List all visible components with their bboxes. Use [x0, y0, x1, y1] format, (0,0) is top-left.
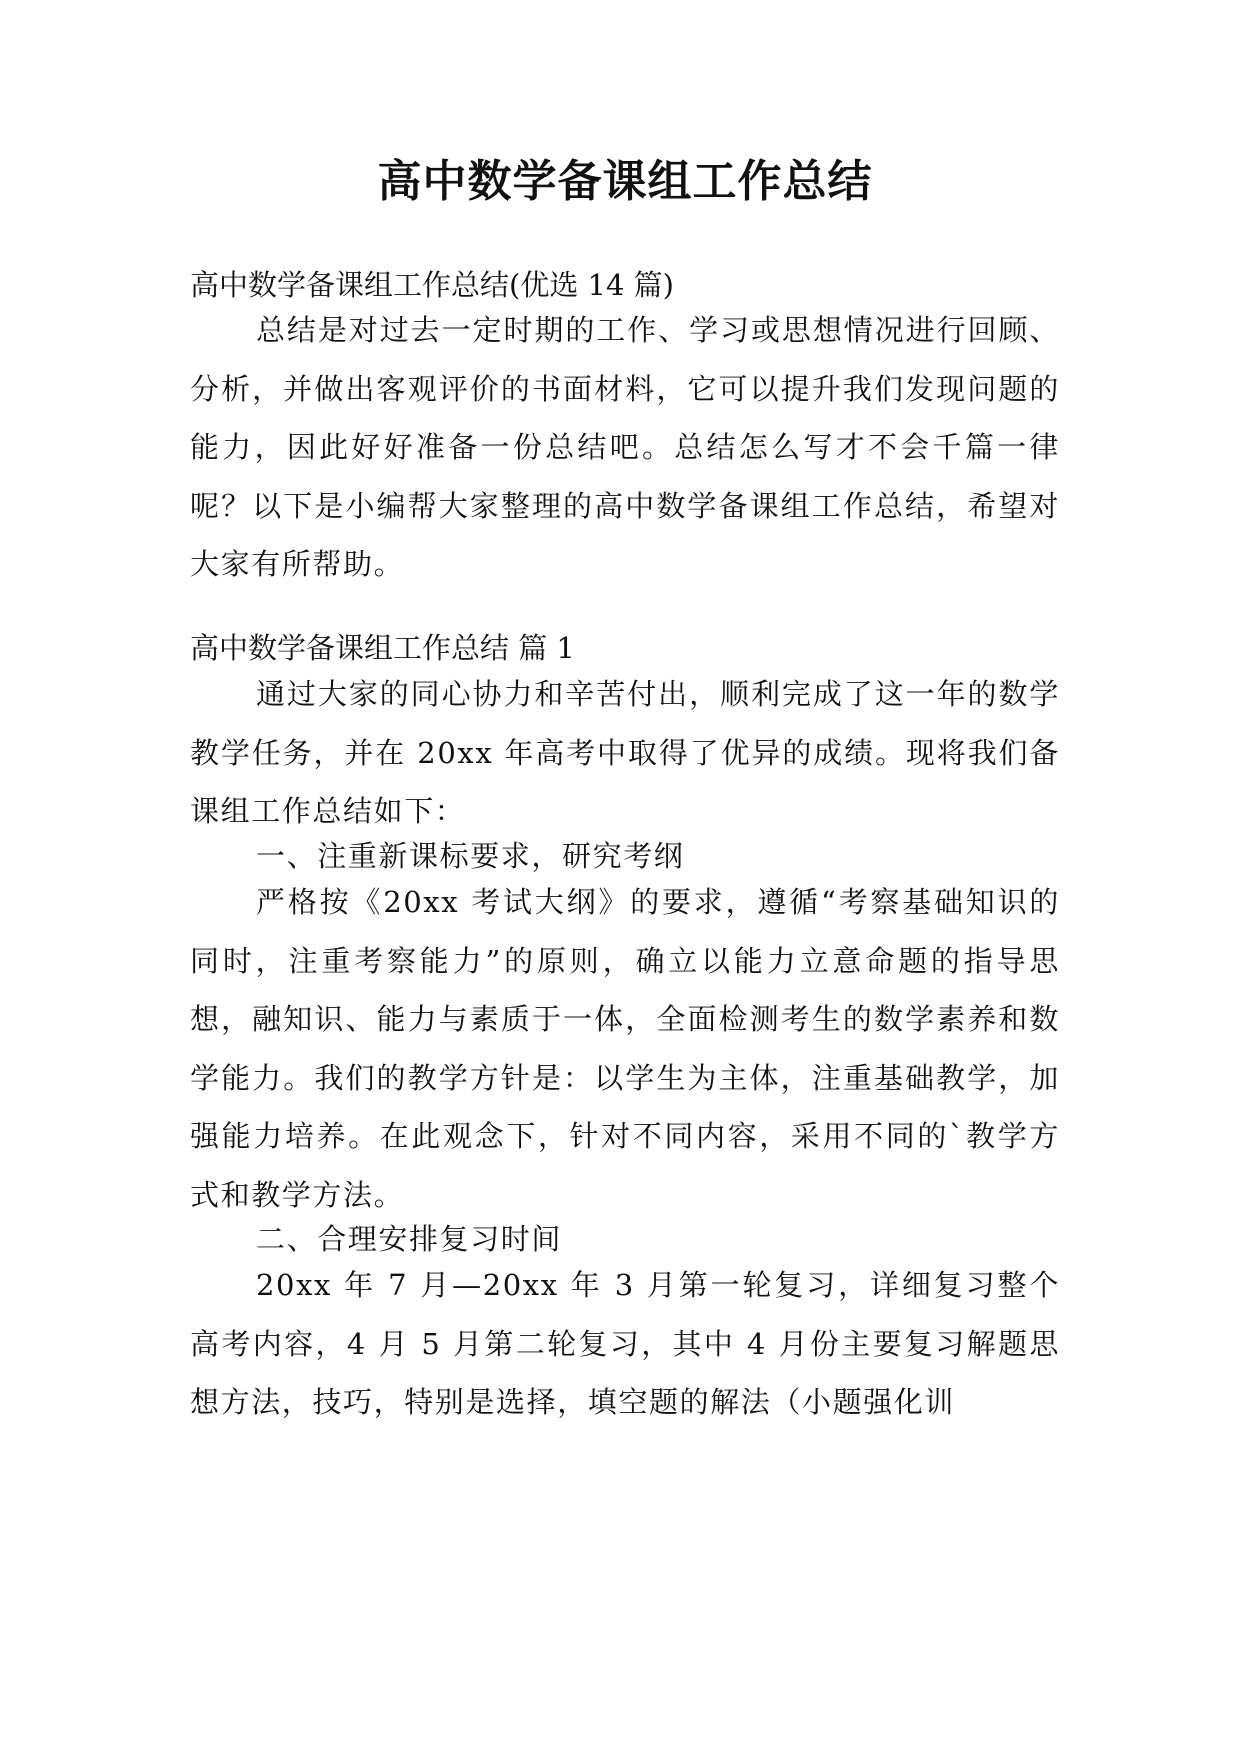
document-title: 高中数学备课组工作总结 — [377, 156, 873, 207]
article-intro-paragraph: 通过大家的同心协力和辛苦付出，顺利完成了这一年的数学教学任务，并在 20xx 年高考中取得了优异的成绩。现将我们备课组工作总结如下： — [190, 677, 1060, 828]
section-1-paragraph: 严格按《20xx 考试大纲》的要求，遵循“考察基础知识的同时，注重考察能力”的原则，确立以能力立意命题的指导思想，融知识、能力与素质于一体，全面检测考生的数学素养和数学能力。我们的教学方针是：以学生为主体，注重基础教学，加强能力培养。在此观念下，针对不同内容，采用不同的`教学方式和教学方法。 — [190, 885, 1060, 1212]
section-2-paragraph: 20xx 年 7 月—20xx 年 3 月第一轮复习，详细复习整个高考内容，4 月 5 月第二轮复习，其中 4 月份主要复习解题思想方法，技巧，特别是选择，填空题的解法（小题强化训 — [190, 1268, 1060, 1419]
section-2-heading: 二、合理安排复习时间 — [256, 1222, 563, 1256]
intro-paragraph: 总结是对过去一定时期的工作、学习或思想情况进行回顾、分析，并做出客观评价的书面材料，它可以提升我们发现问题的能力，因此好好准备一份总结吧。总结怎么写才不会千篇一律呢？以下是小编帮大家整理的高中数学备课组工作总结，希望对大家有所帮助。 — [190, 313, 1060, 581]
article-heading: 高中数学备课组工作总结 篇 1 — [190, 631, 575, 665]
document-subtitle: 高中数学备课组工作总结(优选 14 篇) — [190, 268, 674, 302]
document-page — [190, 0, 1060, 1754]
section-1-heading: 一、注重新课标要求，研究考纲 — [256, 839, 685, 873]
